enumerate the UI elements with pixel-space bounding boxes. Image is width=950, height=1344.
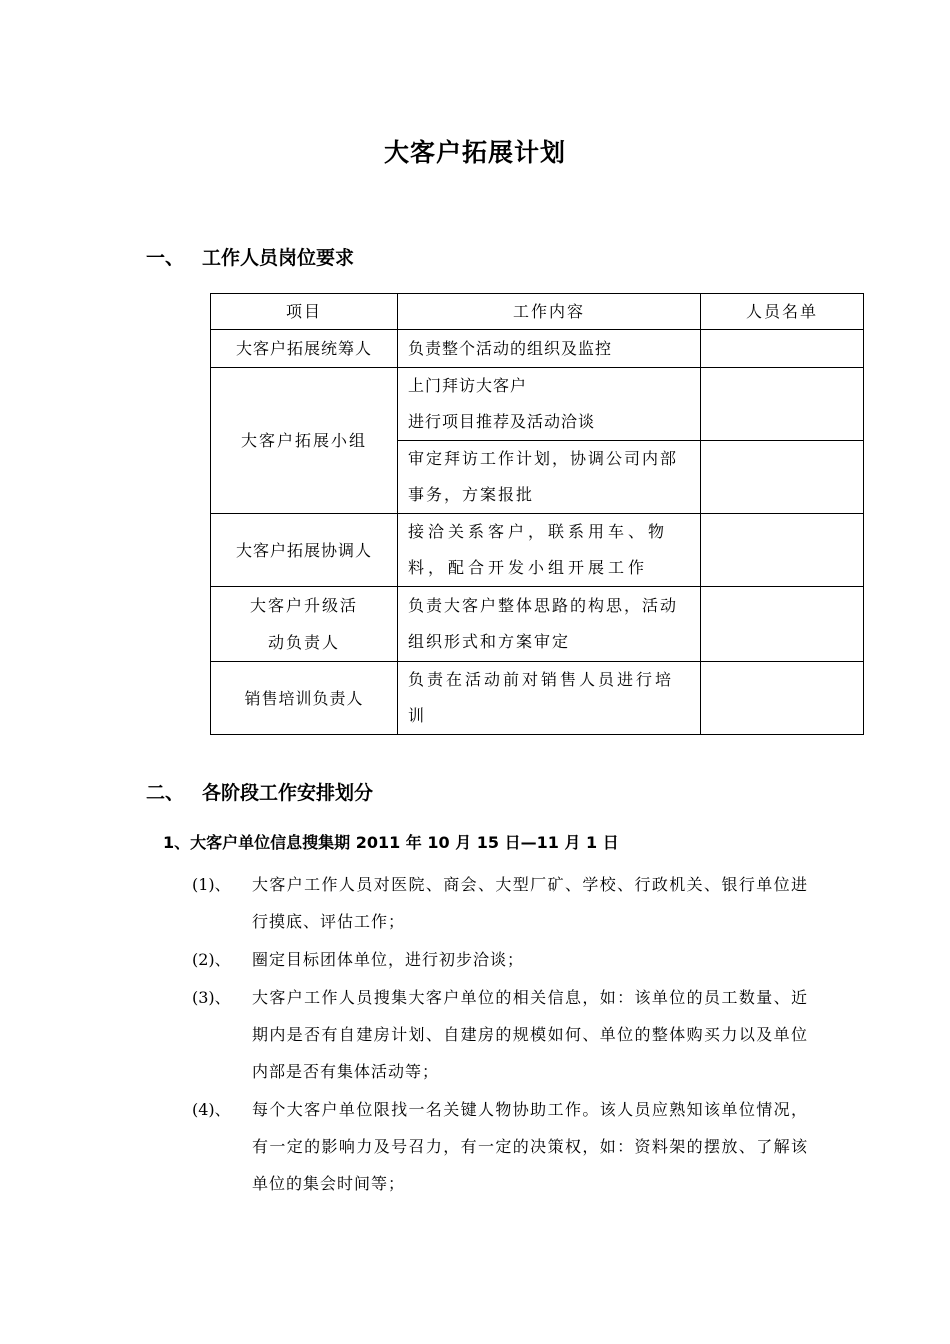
- list-item: [192, 941, 832, 978]
- duty-cell: 负责大客户整体思路的构思，活动组织形式和方案审定: [398, 587, 701, 662]
- table-header-cell: 项目: [211, 294, 398, 330]
- staff-cell: [701, 441, 864, 514]
- duty-cell: 审定拜访工作计划，协调公司内部事务，方案报批: [398, 441, 701, 514]
- item-list: [192, 866, 832, 1203]
- item-marker: (4)、: [192, 1100, 231, 1119]
- item-text: 圈定目标团体单位，进行初步洽谈；: [252, 950, 525, 969]
- table-header-cell: 人员名单: [701, 294, 864, 330]
- table-row: [211, 330, 864, 368]
- role-cell: 大客户升级活动负责人: [211, 587, 398, 662]
- section-title: 工作人员岗位要求: [202, 247, 355, 269]
- staff-cell: [701, 587, 864, 662]
- page-title: 大客户拓展计划: [383, 138, 566, 167]
- role-cell: 销售培训负责人: [211, 662, 398, 735]
- staff-cell: [701, 514, 864, 587]
- staff-cell: [701, 368, 864, 441]
- phase-heading: 1、大客户单位信息搜集期 2011 年 10 月 15 日—11 月 1 日: [163, 833, 619, 852]
- table-row: [211, 587, 864, 662]
- table-row: [211, 662, 864, 735]
- list-item: [192, 866, 832, 940]
- duty-cell: 负责在活动前对销售人员进行培训: [398, 662, 701, 735]
- role-cell: 大客户拓展统筹人: [211, 330, 398, 368]
- section-number: 一、: [146, 247, 185, 269]
- role-cell: 大客户拓展小组: [211, 368, 398, 514]
- duty-cell: 上门拜访大客户 进行项目推荐及活动洽谈: [398, 368, 701, 441]
- item-text: 每个大客户单位限找一名关键人物协助工作。该人员应熟知该单位情况，有一定的影响力及号召力，有一定的决策权，如：资料架的摆放、了解该单位的集会时间等；: [252, 1100, 808, 1193]
- item-marker: (3)、: [192, 988, 231, 1007]
- section-number: 二、: [146, 782, 185, 804]
- section-heading-1: [146, 243, 354, 270]
- table-row: [211, 368, 864, 441]
- list-item: [192, 1091, 832, 1202]
- item-text: 大客户工作人员搜集大客户单位的相关信息，如：该单位的员工数量、近期内是否有自建房计划、自建房的规模如何、单位的整体购买力以及单位内部是否有集体活动等；: [252, 988, 808, 1081]
- item-marker: (2)、: [192, 950, 231, 969]
- section-heading-2: [146, 778, 373, 805]
- staff-cell: [701, 330, 864, 368]
- duty-cell: 接洽关系客户，联系用车、物料，配合开发小组开展工作: [398, 514, 701, 587]
- duty-cell: 负责整个活动的组织及监控: [398, 330, 701, 368]
- staff-cell: [701, 662, 864, 735]
- list-item: [192, 979, 832, 1090]
- table-row: [211, 514, 864, 587]
- table-header-cell: 工作内容: [398, 294, 701, 330]
- section-title: 各阶段工作安排划分: [202, 782, 374, 804]
- roles-table: [210, 293, 864, 735]
- item-text: 大客户工作人员对医院、商会、大型厂矿、学校、行政机关、银行单位进行摸底、评估工作；: [252, 875, 808, 931]
- role-cell: 大客户拓展协调人: [211, 514, 398, 587]
- table-header-row: [211, 294, 864, 330]
- item-marker: (1)、: [192, 875, 231, 894]
